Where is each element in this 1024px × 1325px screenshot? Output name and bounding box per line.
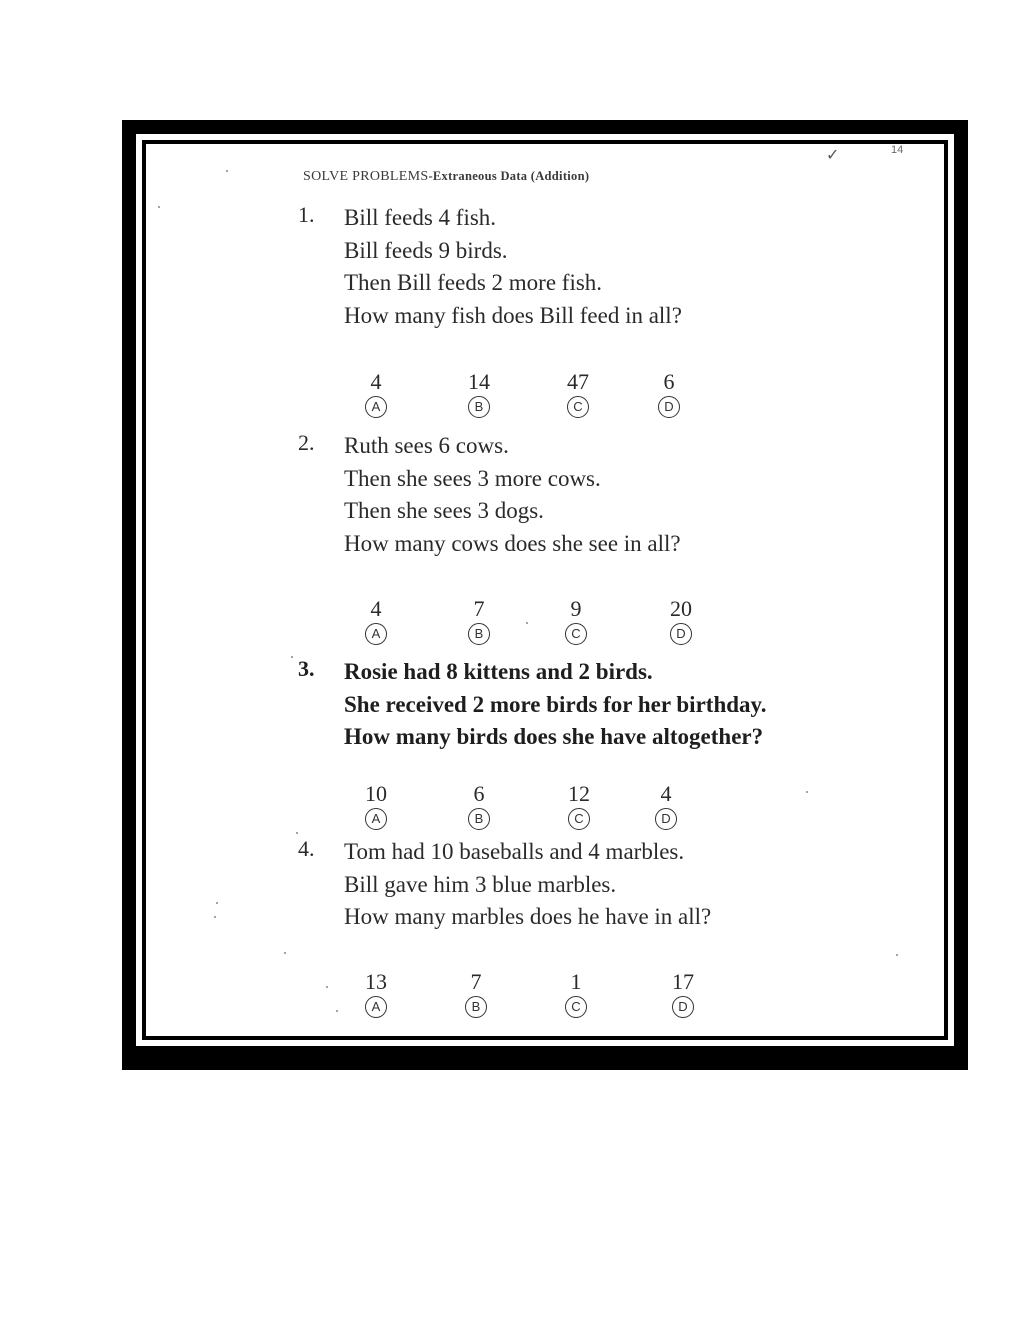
answer-bubble[interactable]: D	[658, 396, 680, 418]
choice-value: 4	[660, 781, 672, 806]
answer-bubble[interactable]: A	[365, 996, 387, 1018]
problem-line: Bill gave him 3 blue marbles.	[344, 871, 617, 897]
problem-line: How many birds does she have altogether?	[344, 724, 764, 749]
choice-value: 7	[473, 596, 485, 621]
problem-line: Bill feeds 4 fish.	[344, 205, 497, 230]
answer-bubble[interactable]: B	[468, 808, 490, 830]
header-title: SOLVE PROBLEMS	[303, 169, 429, 184]
worksheet-frame	[122, 120, 968, 1070]
choice-a[interactable]	[346, 370, 406, 418]
choice-value: 12	[568, 781, 590, 806]
answer-bubble[interactable]: B	[468, 396, 490, 418]
worksheet-header	[303, 169, 589, 185]
choice-d[interactable]	[653, 970, 713, 1018]
scan-speck	[291, 656, 293, 658]
problem-number: 3.	[298, 656, 315, 681]
answer-bubble[interactable]: A	[365, 623, 387, 645]
choice-a[interactable]	[346, 782, 406, 830]
problem-line: How many fish does Bill feed in all?	[344, 302, 682, 328]
choice-c[interactable]	[549, 782, 609, 830]
choice-b[interactable]	[449, 597, 509, 645]
scan-speck	[226, 170, 228, 172]
scan-speck	[296, 832, 298, 834]
problem-line: Bill feeds 9 birds.	[344, 237, 508, 263]
scan-speck	[284, 952, 286, 954]
answer-bubble[interactable]: D	[672, 996, 694, 1018]
choice-d[interactable]	[651, 597, 711, 645]
answer-bubble[interactable]: C	[565, 996, 587, 1018]
choice-c[interactable]	[546, 597, 606, 645]
choice-value: 17	[672, 969, 694, 994]
choice-b[interactable]	[449, 370, 509, 418]
answer-choices-4	[346, 970, 746, 1026]
choice-value: 4	[370, 369, 382, 394]
choice-value: 20	[670, 596, 692, 621]
choice-value: 9	[570, 596, 582, 621]
choice-value: 47	[567, 369, 589, 394]
problem-line: Then she sees 3 dogs.	[344, 498, 544, 523]
frame-white-band	[136, 134, 954, 1046]
answer-bubble[interactable]: C	[565, 623, 587, 645]
problem-line: Ruth sees 6 cows.	[344, 433, 509, 458]
problem-number: 4.	[298, 836, 315, 861]
problem-line: Rosie had 8 kittens and 2 birds.	[344, 659, 653, 684]
scan-speck	[806, 791, 808, 793]
choice-value: 10	[365, 781, 387, 806]
answer-bubble[interactable]: C	[568, 808, 590, 830]
choice-d[interactable]	[639, 370, 699, 418]
answer-bubble[interactable]: D	[655, 808, 677, 830]
problem-number: 1.	[298, 202, 315, 227]
answer-choices-3	[346, 782, 746, 838]
answer-bubble[interactable]: A	[365, 396, 387, 418]
answer-bubble[interactable]: B	[465, 996, 487, 1018]
answer-choices-2	[346, 597, 746, 653]
choice-value: 13	[365, 969, 387, 994]
problem-line: How many cows does she see in all?	[344, 530, 681, 556]
answer-bubble[interactable]: C	[567, 396, 589, 418]
choice-value: 1	[570, 969, 582, 994]
worksheet-page	[142, 140, 948, 1040]
choice-value: 14	[468, 369, 490, 394]
choice-value: 6	[473, 781, 485, 806]
choice-a[interactable]	[346, 970, 406, 1018]
choice-b[interactable]	[449, 782, 509, 830]
header-subtitle: -Extraneous Data (Addition)	[428, 169, 590, 183]
problem-number: 2.	[298, 430, 315, 455]
scan-speck	[326, 986, 328, 988]
scan-speck	[336, 1010, 338, 1012]
scan-speck	[526, 622, 528, 624]
problem-line: Then Bill feeds 2 more fish.	[344, 270, 603, 295]
choice-value: 7	[470, 969, 482, 994]
problem-line: Tom had 10 baseballs and 4 marbles.	[344, 839, 685, 864]
page-number: 14	[891, 144, 904, 156]
problem-line: Then she sees 3 more cows.	[344, 465, 601, 491]
answer-choices-1	[346, 370, 746, 426]
scan-speck	[896, 954, 898, 956]
scan-speck	[216, 902, 218, 904]
choice-c[interactable]	[548, 370, 608, 418]
choice-d[interactable]	[636, 782, 696, 830]
answer-bubble[interactable]: B	[468, 623, 490, 645]
check-mark-icon: ✓	[826, 147, 840, 164]
choice-b[interactable]	[446, 970, 506, 1018]
choice-c[interactable]	[546, 970, 606, 1018]
answer-bubble[interactable]: D	[670, 623, 692, 645]
scan-speck	[214, 916, 216, 918]
scan-speck	[158, 206, 160, 208]
choice-value: 6	[663, 369, 675, 394]
choice-value: 4	[370, 596, 382, 621]
answer-bubble[interactable]: A	[365, 808, 387, 830]
problem-line: She received 2 more birds for her birthday.	[344, 691, 767, 717]
problem-line: How many marbles does he have in all?	[344, 904, 712, 929]
choice-a[interactable]	[346, 597, 406, 645]
